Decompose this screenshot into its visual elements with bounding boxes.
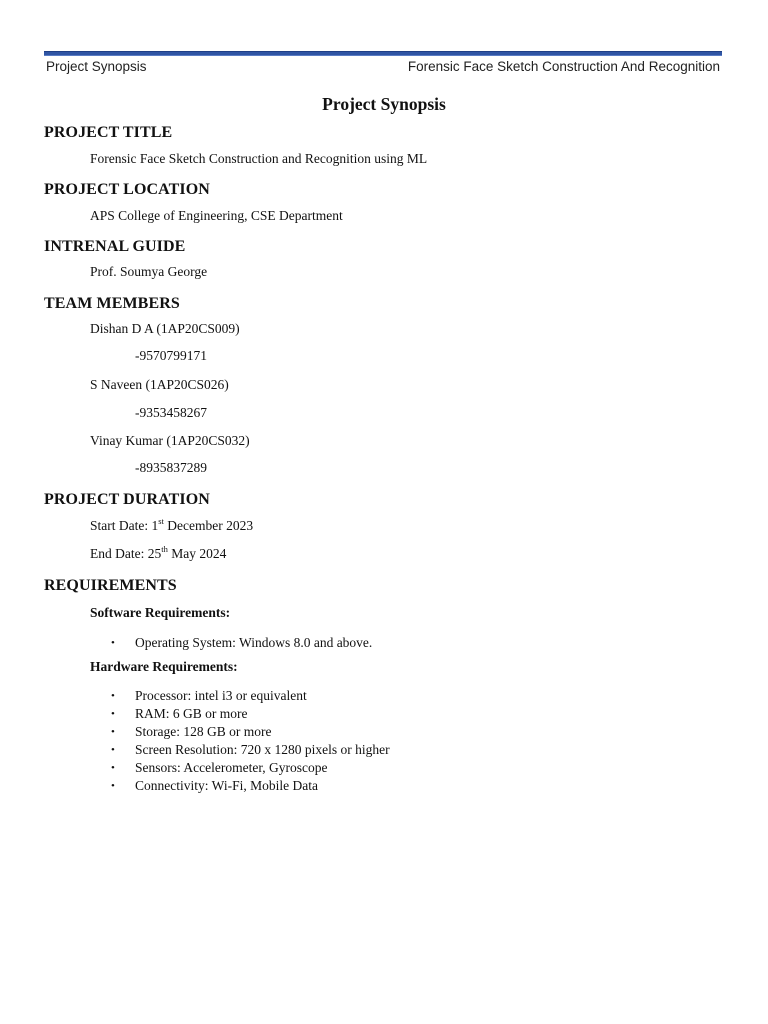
project-location-heading: PROJECT LOCATION bbox=[44, 181, 210, 198]
list-item-text: Operating System: Windows 8.0 and above. bbox=[135, 635, 373, 650]
running-head-right: Forensic Face Sketch Construction And Recognition bbox=[407, 59, 720, 74]
bullet-icon: • bbox=[111, 762, 115, 774]
bullet-icon: • bbox=[111, 708, 115, 720]
project-title-value: Forensic Face Sketch Construction and Recognition using ML bbox=[90, 151, 428, 166]
project-title-heading: PROJECT TITLE bbox=[44, 124, 173, 141]
hardware-requirements-list bbox=[90, 687, 390, 795]
list-item-text: Sensors: Accelerometer, Gyroscope bbox=[135, 760, 328, 775]
internal-guide-heading: INTRENAL GUIDE bbox=[44, 238, 186, 255]
end-date bbox=[90, 546, 226, 562]
list-item-text: Processor: intel i3 or equivalent bbox=[135, 688, 307, 703]
list-item-text: Storage: 128 GB or more bbox=[135, 724, 272, 739]
team-member-name: S Naveen (1AP20CS026) bbox=[90, 377, 229, 392]
bullet-icon: • bbox=[111, 744, 115, 756]
project-location-value: APS College of Engineering, CSE Department bbox=[90, 208, 343, 223]
hardware-requirements-heading: Hardware Requirements: bbox=[90, 659, 238, 674]
start-date-ordinal: st bbox=[158, 516, 164, 526]
list-item bbox=[90, 634, 372, 652]
end-date-suffix: May 2024 bbox=[167, 546, 227, 561]
list-item-text: Connectivity: Wi-Fi, Mobile Data bbox=[135, 778, 318, 793]
software-requirements-list bbox=[90, 634, 372, 652]
team-member-phone: -9570799171 bbox=[135, 348, 207, 363]
project-duration-heading: PROJECT DURATION bbox=[44, 491, 210, 508]
start-date bbox=[90, 518, 253, 534]
team-member-name: Dishan D A (1AP20CS009) bbox=[90, 321, 240, 336]
bullet-icon: • bbox=[111, 780, 115, 792]
list-item bbox=[90, 741, 390, 759]
team-member-phone: -8935837289 bbox=[135, 460, 207, 475]
start-date-suffix: December 2023 bbox=[163, 518, 254, 533]
end-date-ordinal: th bbox=[161, 544, 168, 554]
header-rule bbox=[44, 51, 722, 56]
running-head-left: Project Synopsis bbox=[46, 59, 147, 74]
running-head bbox=[46, 59, 720, 79]
internal-guide-value: Prof. Soumya George bbox=[90, 264, 208, 279]
list-item-text: Screen Resolution: 720 x 1280 pixels or higher bbox=[135, 742, 390, 757]
list-item bbox=[90, 705, 390, 723]
team-member-name: Vinay Kumar (1AP20CS032) bbox=[90, 433, 250, 448]
requirements-heading: REQUIREMENTS bbox=[44, 577, 177, 594]
list-item-text: RAM: 6 GB or more bbox=[135, 706, 248, 721]
document-title: Project Synopsis bbox=[322, 94, 446, 114]
bullet-icon: • bbox=[111, 690, 115, 702]
team-member-phone: -9353458267 bbox=[135, 405, 207, 420]
list-item bbox=[90, 759, 390, 777]
list-item bbox=[90, 723, 390, 741]
bullet-icon: • bbox=[111, 726, 115, 738]
team-members-heading: TEAM MEMBERS bbox=[44, 295, 180, 312]
end-date-prefix: End Date: 25 bbox=[90, 546, 162, 561]
start-date-prefix: Start Date: 1 bbox=[90, 518, 159, 533]
software-requirements-heading: Software Requirements: bbox=[90, 605, 231, 620]
bullet-icon: • bbox=[111, 637, 115, 649]
list-item bbox=[90, 687, 390, 705]
list-item bbox=[90, 777, 390, 795]
